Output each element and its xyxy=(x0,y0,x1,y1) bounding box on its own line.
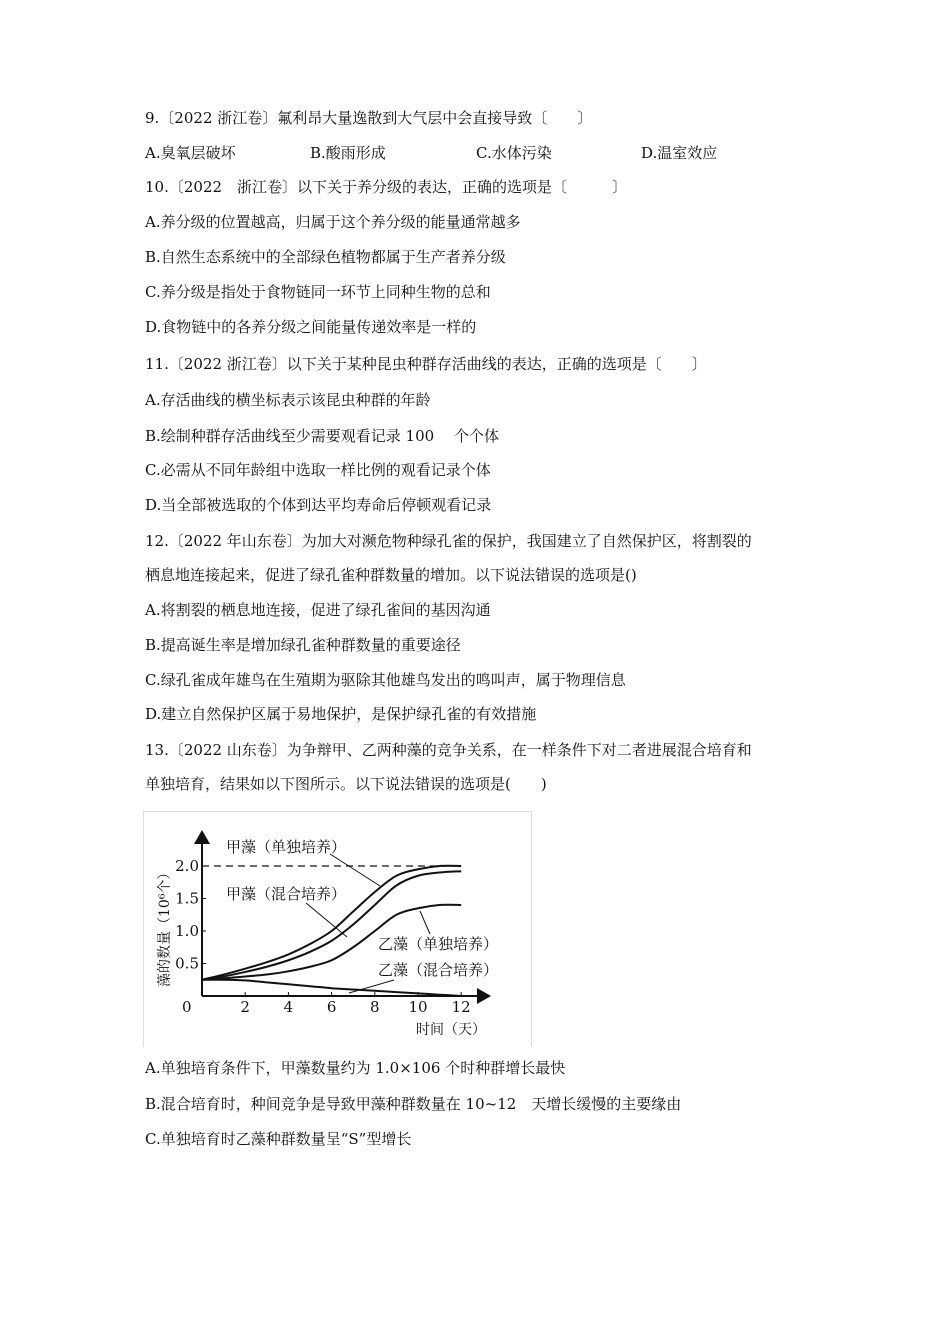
q12-stem-line2: 栖息地连接起来，促进了绿孔雀种群数量的增加。以下说法错误的选项是() xyxy=(145,566,637,584)
q13-stem-line2: 单独培育，结果如以下图所示。以下说法错误的选项是( ) xyxy=(145,775,547,793)
q11-stem: 11.〔2022 浙江卷〕以下关于某种昆虫种群存活曲线的表达，正确的选项是〔 〕 xyxy=(145,355,707,373)
q9-option-a: A.臭氧层破坏 xyxy=(145,144,236,162)
q13-stem-line1: 13.〔2022 山东卷〕为争辩甲、乙两种藻的竞争关系，在一样条件下对二者进展混合培育和 xyxy=(145,741,752,759)
q11-option-c: C.必需从不同年龄组中选取一样比例的观看记录个体 xyxy=(145,461,491,479)
algae-growth-chart xyxy=(143,811,532,1047)
q13-option-a: A.单独培育条件下，甲藻数量约为 1.0×106 个时种群增长最快 xyxy=(145,1059,566,1077)
q11-option-d: D.当全部被选取的个体到达平均寿命后停顿观看记录 xyxy=(145,496,492,514)
q10-stem: 10.〔2022 浙江卷〕以下关于养分级的表达，正确的选项是〔 〕 xyxy=(145,178,628,196)
q10-option-a: A.养分级的位置越高，归属于这个养分级的能量通常越多 xyxy=(145,213,521,231)
q13-option-c: C.单独培育时乙藻种群数量呈“S”型增长 xyxy=(145,1130,412,1148)
q9-option-c: C.水体污染 xyxy=(476,144,552,162)
q13-option-b: B.混合培育时，种间竞争是导致甲藻种群数量在 10~12 天增长缓慢的主要缘由 xyxy=(145,1095,682,1113)
q9-option-b: B.酸雨形成 xyxy=(310,144,386,162)
leader-yi-single xyxy=(420,911,430,934)
q10-option-c: C.养分级是指处于食物链同一环节上同种生物的总和 xyxy=(145,283,491,301)
legend-jia-single: 甲藻（单独培养） xyxy=(226,838,347,856)
x-tick-label: 6 xyxy=(326,998,337,1016)
y-tick-label: 1.5 xyxy=(175,889,199,908)
x-tick-label: 10 xyxy=(408,998,428,1016)
q9-option-d: D.温室效应 xyxy=(641,144,718,162)
x-tick-label: 8 xyxy=(370,998,380,1016)
y-tick-label: 2.0 xyxy=(175,857,199,875)
chart-svg xyxy=(144,812,531,1047)
leader-jia-mixed xyxy=(306,903,347,937)
q10-option-d: D.食物链中的各养分级之间能量传递效率是一样的 xyxy=(145,318,477,336)
legend-yi-mixed: 乙藻（混合培养） xyxy=(378,961,499,979)
x-tick-label: 4 xyxy=(283,998,294,1016)
legend-jia-mixed: 甲藻（混合培养） xyxy=(226,885,347,903)
y-axis-label: 藻的数量（10⁶个） xyxy=(157,865,173,987)
x-origin-label: 0 xyxy=(182,998,192,1016)
q12-stem-line1: 12.〔2022 年山东卷〕为加大对濒危物种绿孔雀的保护，我国建立了自然保护区，将割裂的 xyxy=(145,532,752,550)
q9-stem: 9.〔2022 浙江卷〕氟利昂大量逸散到大气层中会直接导致〔 〕 xyxy=(145,109,593,127)
x-tick-label: 12 xyxy=(451,998,471,1016)
q11-option-b: B.绘制种群存活曲线至少需要观看记录 100 个个体 xyxy=(145,427,499,445)
q12-option-a: A.将割裂的栖息地连接，促进了绿孔雀间的基因沟通 xyxy=(145,601,491,619)
x-axis-label: 时间（天） xyxy=(416,1022,486,1038)
y-tick-label: 1.0 xyxy=(175,922,199,940)
x-tick-label: 2 xyxy=(240,998,250,1016)
legend-yi-single: 乙藻（单独培养） xyxy=(378,935,499,953)
y-tick-label: 0.5 xyxy=(175,954,199,973)
q12-option-b: B.提高诞生率是增加绿孔雀种群数量的重要途径 xyxy=(145,636,461,654)
q12-option-d: D.建立自然保护区属于易地保护，是保护绿孔雀的有效措施 xyxy=(145,705,537,723)
q12-option-c: C.绿孔雀成年雄鸟在生殖期为驱除其他雄鸟发出的鸣叫声，属于物理信息 xyxy=(145,671,626,689)
q10-option-b: B.自然生态系统中的全部绿色植物都属于生产者养分级 xyxy=(145,248,506,266)
q11-option-a: A.存活曲线的横坐标表示该昆虫种群的年龄 xyxy=(145,391,431,409)
leader-jia-single xyxy=(330,854,380,886)
